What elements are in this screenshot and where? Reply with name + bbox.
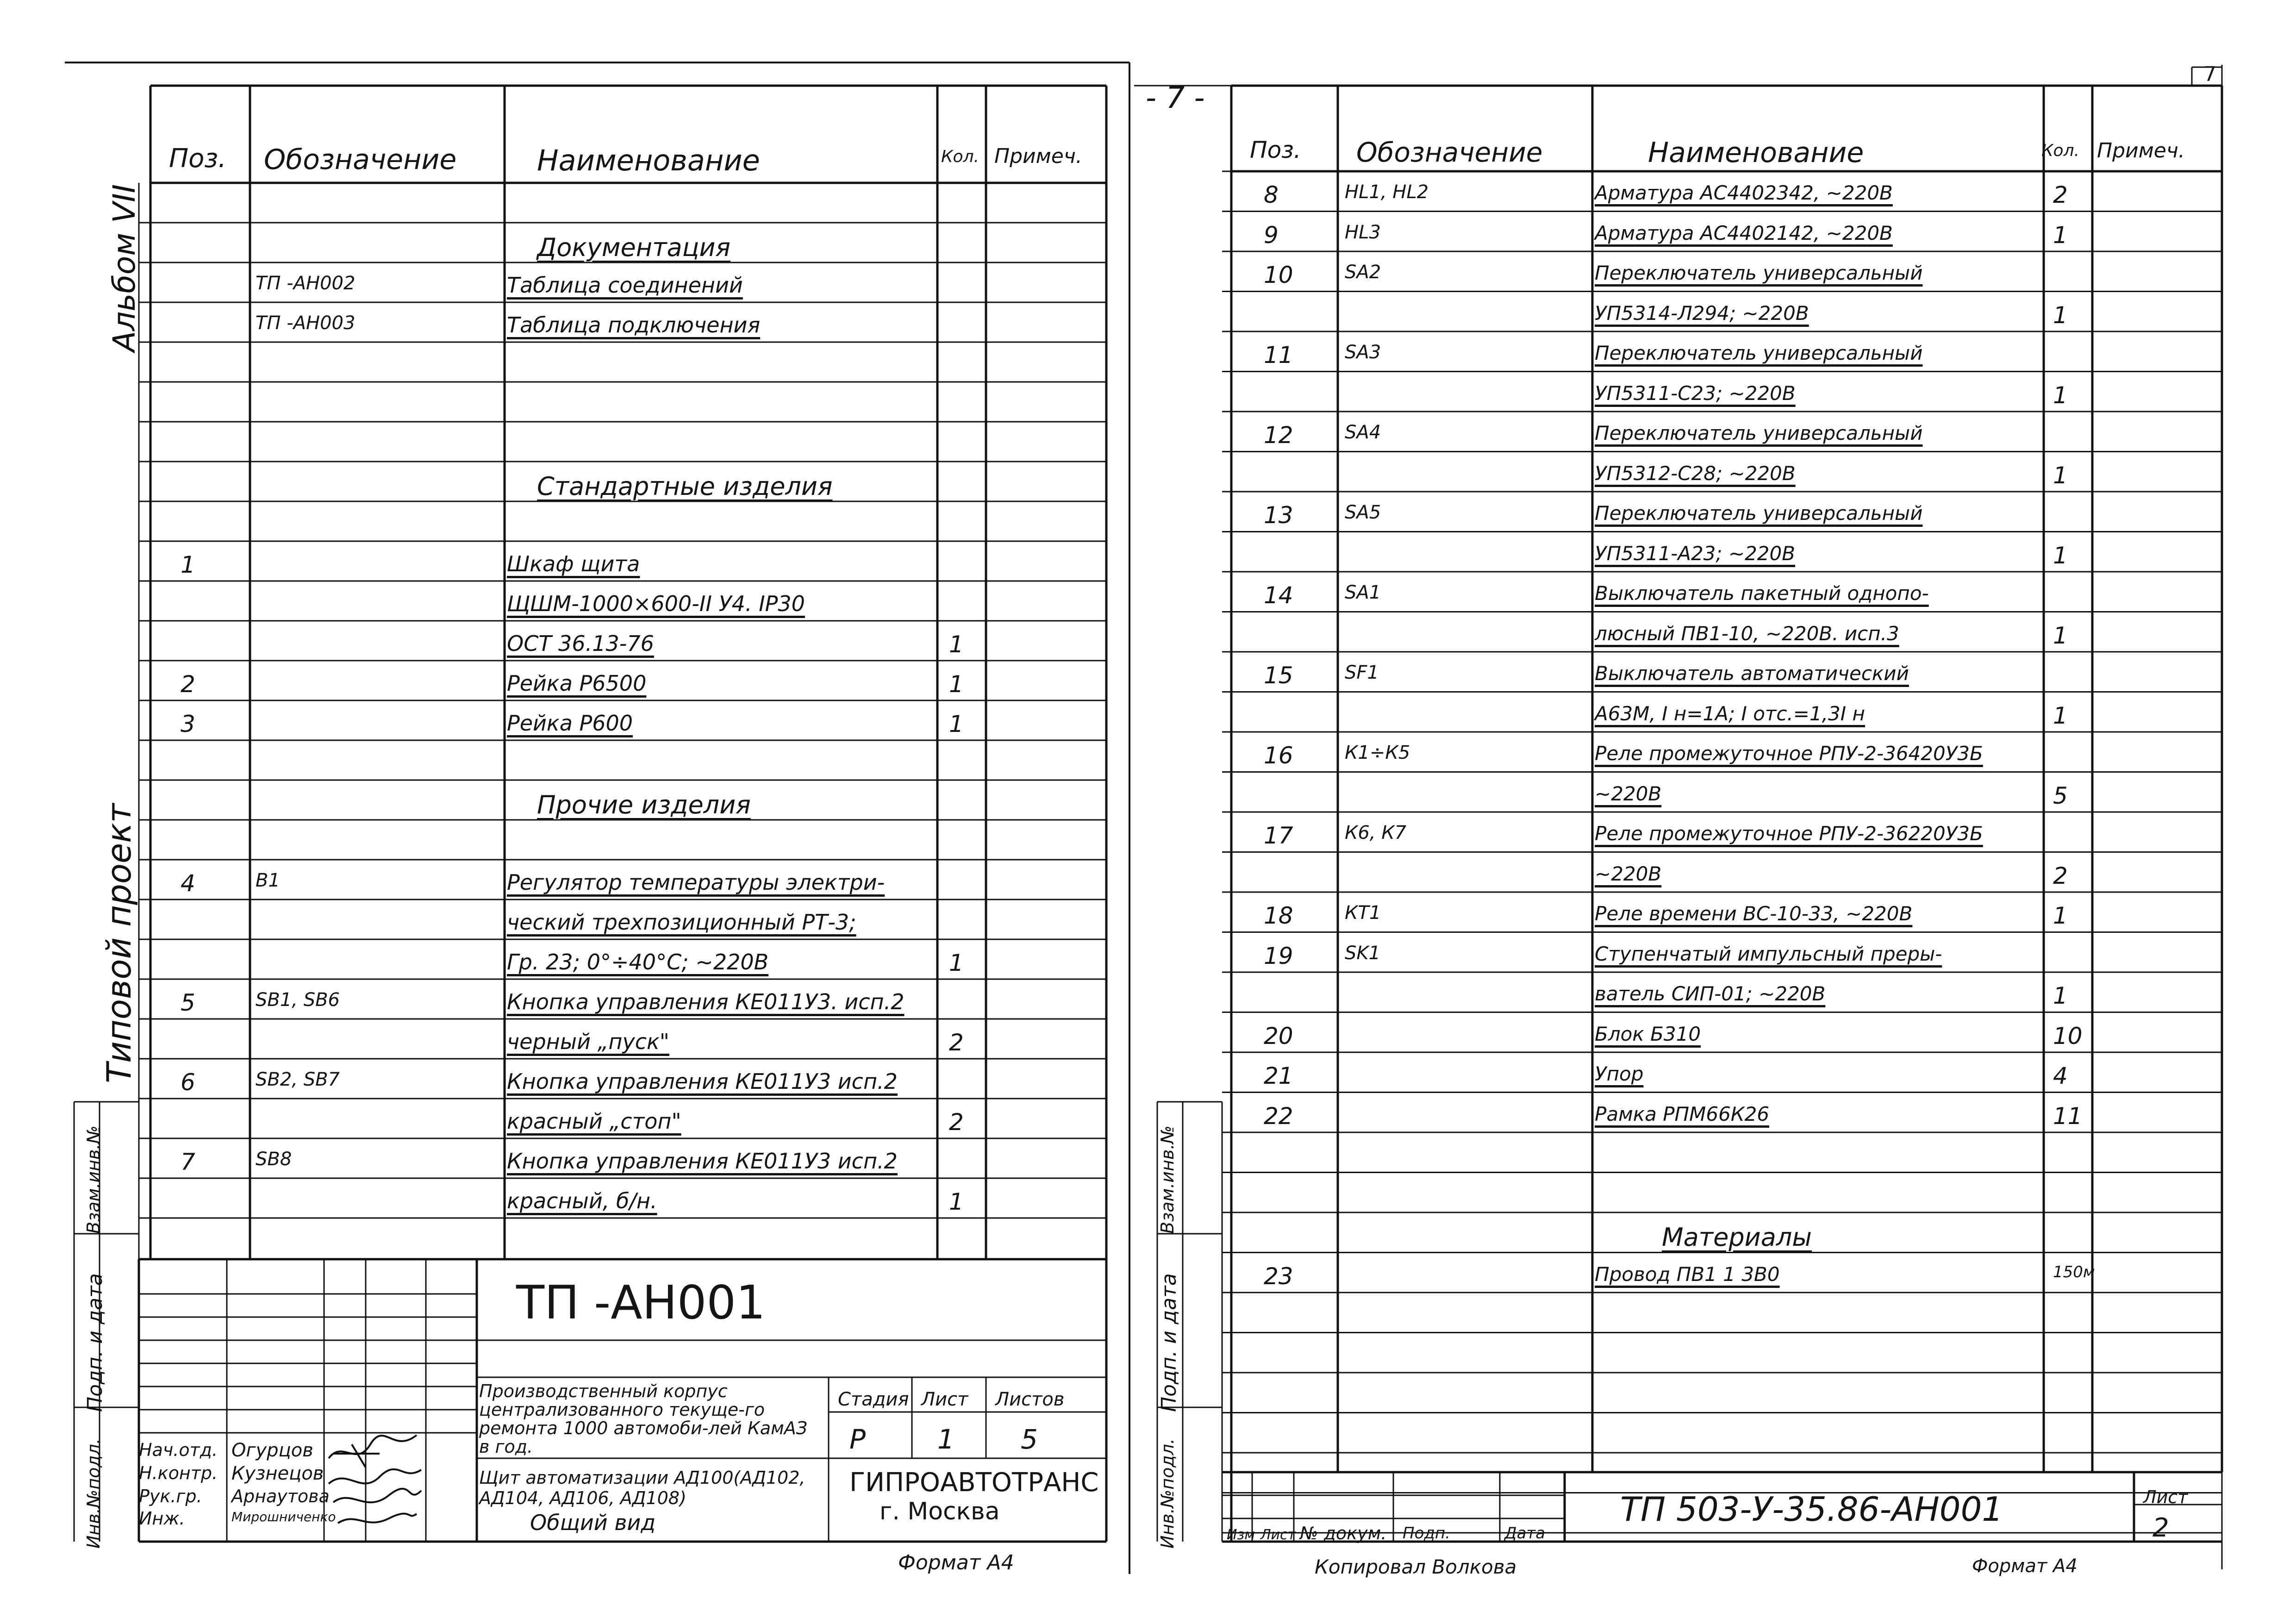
right-row-pos: 23	[1264, 1262, 1293, 1290]
right-row-qty: 1	[2053, 462, 2068, 489]
right-row-name: Арматура АС4402342, ~220В	[1595, 181, 1893, 204]
format-label-left: Формат А4	[898, 1551, 1014, 1574]
left-row-pos: 3	[181, 711, 195, 737]
stamp-cell-inv-right: Инв.№подл.	[1157, 1438, 1178, 1549]
right-row-name: Выключатель автоматический	[1595, 662, 1909, 685]
right-row-pos: 14	[1264, 582, 1293, 609]
right-row-des: HL1, HL2	[1345, 181, 1429, 203]
left-row-des: ТП -АН003	[256, 312, 356, 334]
right-row-name: Переключатель универсальный	[1595, 262, 1923, 284]
stage-label: Стадия	[838, 1389, 909, 1410]
left-row-des: SB8	[256, 1149, 292, 1170]
left-row-pos: 2	[181, 671, 195, 698]
right-row-qty: 1	[2053, 381, 2068, 409]
right-row-qty: 1	[2053, 702, 2068, 729]
left-row-des: SB2, SB7	[256, 1069, 340, 1090]
left-row-des: ТП -АН002	[256, 273, 356, 294]
left-row-name: Стандартные изделия	[537, 472, 833, 501]
right-row-name: ~220В	[1595, 782, 1662, 805]
name-3: Арнаутова	[231, 1486, 330, 1506]
format-label-right: Формат А4	[1972, 1555, 2078, 1577]
right-header-note: Примеч.	[2097, 139, 2185, 162]
left-row-name: ЩШМ-1000×600-II У4. IР30	[507, 591, 805, 616]
sheets-value: 5	[1021, 1424, 1038, 1455]
sheet-label: Лист	[921, 1389, 968, 1410]
right-header-designation: Обозначение	[1356, 137, 1543, 168]
stamp-cell-podp: Подп. и дата	[83, 1273, 107, 1412]
stamp-cell-podp-right: Подп. и дата	[1157, 1273, 1181, 1412]
right-row-des: SF1	[1345, 662, 1379, 683]
col-list: Лист	[1260, 1527, 1296, 1543]
role-3: Рук.гр.	[139, 1486, 202, 1506]
right-row-name: ~220В	[1595, 862, 1662, 885]
right-row-pos: 20	[1264, 1022, 1293, 1049]
left-row-name: Гр. 23; 0°÷40°С; ~220В	[507, 949, 769, 974]
right-row-name: Реле промежуточное РПУ-2-36420У3Б	[1595, 742, 1983, 765]
left-row-name: Кнопка управления КЕ011У3 исп.2	[507, 1149, 898, 1174]
right-row-qty: 150м	[2053, 1262, 2095, 1281]
stamp-cell-inv: Инв.№подл.	[83, 1438, 104, 1549]
right-row-qty: 5	[2053, 782, 2068, 809]
left-row-name: Шкаф щита	[507, 551, 640, 576]
right-row-pos: 9	[1264, 221, 1279, 249]
col-izm: Изм	[1227, 1527, 1255, 1543]
left-row-name: красный „стоп"	[507, 1109, 681, 1134]
corner-sheet-number: 7	[2203, 62, 2216, 86]
left-row-name: Таблица соединений	[507, 273, 743, 298]
right-row-des: HL3	[1345, 221, 1381, 243]
right-row-name: Выключатель пакетный однопо-	[1595, 582, 1929, 605]
left-row-qty: 1	[949, 1188, 964, 1215]
left-row-name: Регулятор температуры электри-	[507, 870, 885, 895]
left-row-pos: 1	[181, 551, 195, 578]
col-doc: № докум.	[1300, 1523, 1387, 1543]
left-row-name: Прочие изделия	[537, 790, 751, 819]
left-header-note: Примеч.	[994, 144, 1082, 168]
left-row-name: ОСТ 36.13-76	[507, 631, 654, 656]
left-row-pos: 4	[181, 870, 195, 897]
left-row-name: красный, б/н.	[507, 1188, 657, 1213]
right-row-name: Реле времени ВС-10-33, ~220В	[1595, 902, 1913, 925]
left-drawing-subtitle: Общий вид	[530, 1510, 656, 1535]
right-row-des: SA2	[1345, 262, 1381, 283]
left-row-des: В1	[256, 870, 280, 891]
right-row-qty: 4	[2053, 1062, 2068, 1089]
right-row-pos: 15	[1264, 662, 1293, 689]
stamp-cell-zam-right: Взам.инв.№	[1157, 1125, 1178, 1234]
left-row-qty: 1	[949, 671, 964, 698]
right-row-name: Рамка РПМ66К26	[1595, 1102, 1770, 1125]
right-row-des: SA4	[1345, 422, 1381, 443]
left-row-pos: 7	[181, 1149, 195, 1175]
right-sheet-label: Лист	[2143, 1487, 2188, 1507]
right-row-name: УП5311-А23; ~220В	[1595, 542, 1796, 565]
left-row-qty: 2	[949, 1109, 964, 1136]
signature-marks	[324, 1426, 430, 1532]
page-number-mark: - 7 -	[1146, 81, 1205, 115]
right-row-des: КТ1	[1345, 902, 1381, 924]
left-row-name: Документация	[537, 233, 730, 262]
right-row-name: Переключатель универсальный	[1595, 502, 1923, 525]
right-row-qty: 10	[2053, 1022, 2083, 1049]
right-row-pos: 11	[1264, 342, 1293, 369]
sheet-value: 1	[937, 1424, 955, 1455]
right-row-des: К6, К7	[1345, 822, 1407, 843]
right-row-name: Упор	[1595, 1062, 1644, 1085]
stamp-cell-zam: Взам.инв.№	[83, 1125, 104, 1234]
left-row-pos: 6	[181, 1069, 195, 1096]
right-row-des: SA1	[1345, 582, 1381, 603]
right-row-pos: 19	[1264, 942, 1293, 969]
right-row-des: SA5	[1345, 502, 1381, 523]
left-row-qty: 1	[949, 631, 964, 658]
organization-city: г. Москва	[880, 1498, 1000, 1525]
right-row-pos: 16	[1264, 742, 1293, 769]
right-row-name: Ступенчатый импульсный преры-	[1595, 942, 1942, 965]
right-row-qty: 1	[2053, 301, 2068, 329]
left-header-name: Наименование	[537, 144, 760, 177]
right-row-name: УП5311-С23; ~220В	[1595, 381, 1796, 405]
right-row-qty: 1	[2053, 221, 2068, 249]
right-row-des: SK1	[1345, 942, 1381, 964]
left-row-qty: 2	[949, 1029, 964, 1056]
col-date: Дата	[1504, 1524, 1546, 1543]
album-label: Альбом VII	[106, 184, 142, 352]
right-row-pos: 8	[1264, 181, 1279, 208]
right-row-pos: 10	[1264, 262, 1293, 288]
right-row-name: УП5312-С28; ~220В	[1595, 462, 1796, 485]
left-row-pos: 5	[181, 989, 195, 1016]
left-row-qty: 1	[949, 711, 964, 737]
right-row-name: Переключатель универсальный	[1595, 342, 1923, 364]
right-row-name: ватель СИП-01; ~220В	[1595, 982, 1826, 1005]
right-row-name: Материалы	[1662, 1223, 1812, 1252]
right-row-name: А63М, I н=1А; I отс.=1,3I н	[1595, 702, 1865, 725]
right-row-qty: 1	[2053, 622, 2068, 649]
role-1: Нач.отд.	[139, 1440, 218, 1460]
right-row-name: Арматура АС4402142, ~220В	[1595, 221, 1893, 244]
right-row-qty: 2	[2053, 181, 2068, 208]
right-sheet-value: 2	[2152, 1513, 2169, 1543]
left-row-name: Таблица подключения	[507, 312, 761, 337]
right-row-des: К1÷К5	[1345, 742, 1410, 763]
right-row-pos: 22	[1264, 1102, 1293, 1130]
name-2: Кузнецов	[231, 1463, 324, 1484]
left-code: ТП -АН001	[516, 1275, 766, 1330]
project-label: Типовой проект	[100, 803, 138, 1083]
right-row-name: УП5314-Л294; ~220В	[1595, 301, 1809, 325]
right-row-qty: 1	[2053, 902, 2068, 929]
left-header-qty: Кол.	[941, 147, 980, 166]
right-row-qty: 2	[2053, 862, 2068, 889]
left-row-name: Рейка Р6500	[507, 671, 647, 696]
left-row-des: SB1, SB6	[256, 989, 340, 1011]
name-1: Огурцов	[231, 1440, 313, 1461]
right-row-des: SA3	[1345, 342, 1381, 363]
copied-by: Копировал Волкова	[1315, 1555, 1517, 1578]
right-row-pos: 12	[1264, 422, 1293, 449]
sheets-label: Листов	[995, 1389, 1065, 1410]
right-header-pos: Поз.	[1250, 137, 1301, 163]
right-row-name: Провод ПВ1 1 3В0	[1595, 1262, 1780, 1286]
right-row-pos: 21	[1264, 1062, 1293, 1089]
right-row-name: люсный ПВ1-10, ~220В. исп.3	[1595, 622, 1899, 645]
right-row-name: Блок Б310	[1595, 1022, 1701, 1045]
name-4: Мирошниченко	[231, 1509, 336, 1524]
col-podp: Подп.	[1403, 1524, 1450, 1543]
right-row-pos: 13	[1264, 502, 1293, 529]
left-drawing-title: Щит автоматизации АД100(АД102, АД104, АД106, АД108)	[479, 1468, 805, 1508]
left-header-designation: Обозначение	[264, 144, 457, 176]
left-row-name: ческий трехпозиционный РТ-3;	[507, 910, 856, 935]
role-4: Инж.	[139, 1508, 185, 1529]
left-row-name: Рейка Р600	[507, 711, 633, 736]
right-row-name: Переключатель универсальный	[1595, 422, 1923, 444]
right-row-qty: 1	[2053, 542, 2068, 569]
left-description: Производственный корпус централизованного текуще-го ремонта 1000 автомоби-лей КамАЗ в год.	[479, 1381, 808, 1457]
role-2: Н.контр.	[139, 1463, 218, 1483]
right-row-pos: 18	[1264, 902, 1293, 929]
right-row-pos: 17	[1264, 822, 1293, 849]
left-row-qty: 1	[949, 949, 964, 976]
right-row-qty: 11	[2053, 1102, 2083, 1130]
right-code: ТП 503-У-35.86-АН001	[1620, 1490, 2003, 1529]
left-header-pos: Поз.	[169, 144, 226, 174]
right-row-name: Реле промежуточное РПУ-2-36220У3Б	[1595, 822, 1983, 845]
left-row-name: Кнопка управления КЕ011У3 исп.2	[507, 1069, 898, 1094]
left-row-name: черный „пуск"	[507, 1029, 669, 1054]
right-header-qty: Кол.	[2041, 141, 2080, 160]
left-row-name: Кнопка управления КЕ011У3. исп.2	[507, 989, 905, 1014]
organization: ГИПРОАВТОТРАНС	[849, 1468, 1099, 1498]
stage-value: Р	[849, 1424, 866, 1455]
right-row-qty: 1	[2053, 982, 2068, 1009]
right-header-name: Наименование	[1648, 137, 1864, 169]
